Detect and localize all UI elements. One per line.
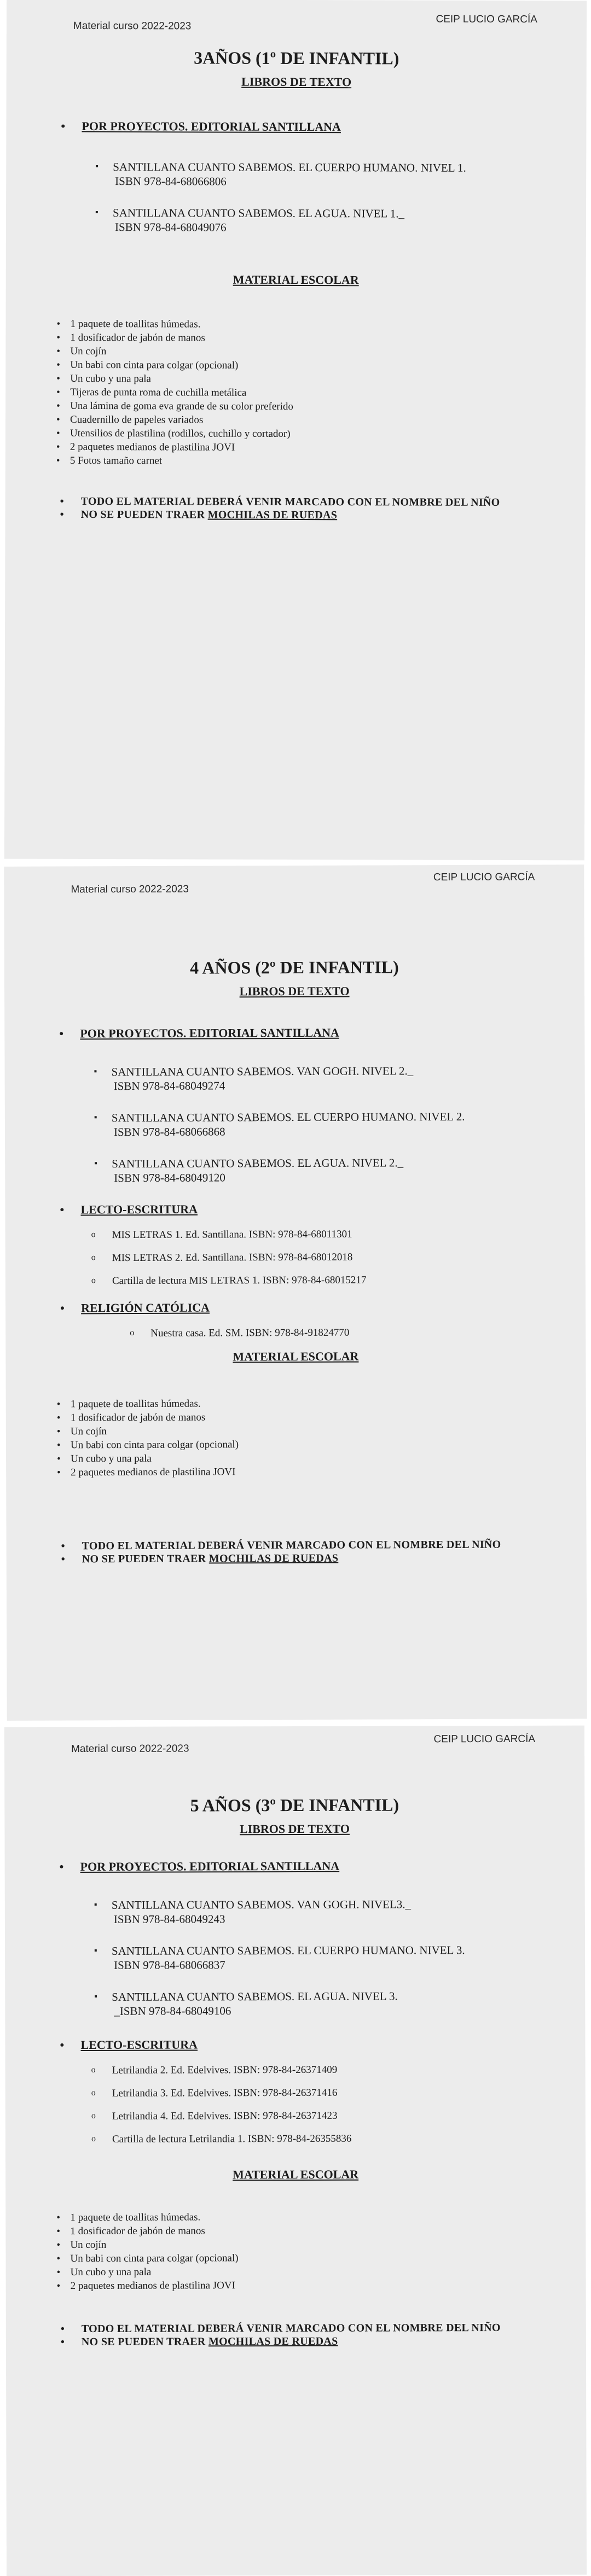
material-heading: MATERIAL ESCOLAR <box>233 1349 359 1364</box>
course-label: Material curso 2022-2023 <box>71 883 189 896</box>
school-name: CEIP LUCIO GARCÍA <box>433 1733 536 1745</box>
supply-item: • 2 paquetes medianos de plastilina JOVI <box>70 440 553 455</box>
school-name: CEIP LUCIO GARCÍA <box>433 871 535 884</box>
book-item: ▪ SANTILLANA CUANTO SABEMOS. VAN GOGH. NIVEL 2._ ISBN 978-84-68049274 <box>112 1063 552 1093</box>
lecto-item: o MIS LETRAS 1. Ed. Santillana. ISBN: 978-84-68011301 <box>112 1227 553 1242</box>
supply-item: • 2 paquetes medianos de plastilina JOVI <box>71 1464 553 1479</box>
page-title: 3AÑOS (1º DE INFANTIL) <box>194 48 399 68</box>
supply-item: • Una lámina de goma eva grande de su color preferido <box>70 399 553 414</box>
lecto-heading: • LECTO-ESCRITURA <box>60 2037 552 2052</box>
lecto-item: o MIS LETRAS 2. Ed. Santillana. ISBN: 978-84-68012018 <box>112 1250 553 1265</box>
school-name: CEIP LUCIO GARCÍA <box>436 13 537 26</box>
lecto-item: o Letrilandia 4. Ed. Edelvives. ISBN: 978-84-26371423 <box>112 2109 553 2123</box>
page-header <box>37 864 551 896</box>
supply-item: • Cuadernillo de papeles variados <box>70 413 553 428</box>
lecto-item: o Letrilandia 3. Ed. Edelvives. ISBN: 978-84-26371416 <box>112 2086 553 2100</box>
supplies-list <box>38 2210 553 2293</box>
religion-item: o Nuestra casa. Ed. SM. ISBN: 978-84-91824770 <box>150 1325 553 1340</box>
notes-list <box>39 1538 554 1566</box>
supply-item: • Tijeras de punta roma de cuchilla metálica <box>70 385 553 400</box>
supply-item: • 1 paquete de toallitas húmedas. <box>70 317 553 332</box>
page-header <box>39 0 554 39</box>
note-no-wheels: • NO SE PUEDEN TRAER MOCHILAS DE RUEDAS <box>60 508 553 522</box>
book-item: ▪ SANTILLANA CUANTO SABEMOS. EL AGUA. NIVEL 2._ ISBN 978-84-68049120 <box>112 1155 552 1185</box>
lecto-list <box>38 1227 553 1288</box>
supply-item: • Un cojín <box>70 344 553 359</box>
religion-heading: • RELIGIÓN CATÓLICA <box>60 1299 553 1315</box>
supply-item: • Utensilios de plastilina (rodillos, cuchillo y cortador) <box>70 427 553 441</box>
supply-item: • 5 Fotos tamaño carnet <box>70 454 553 469</box>
book-item: ▪ SANTILLANA CUANTO SABEMOS. EL CUERPO HUMANO. NIVEL 1. ISBN 978-84-68066806 <box>113 160 553 189</box>
page-title: 4 AÑOS (2º DE INFANTIL) <box>190 957 399 978</box>
lecto-item: o Letrilandia 2. Ed. Edelvives. ISBN: 978-84-26371409 <box>112 2063 553 2077</box>
note-marked: • TODO EL MATERIAL DEBERÁ VENIR MARCADO CON EL NOMBRE DEL NIÑO <box>60 495 553 509</box>
supply-item: • 2 paquetes medianos de plastilina JOVI <box>71 2278 553 2293</box>
project-heading: • POR PROYECTOS. EDITORIAL SANTILLANA <box>61 119 553 135</box>
lecto-item: o Cartilla de lectura Letrilandia 1. ISBN: 978-84-26355836 <box>112 2132 553 2146</box>
religion-list <box>38 1325 553 1340</box>
book-item: ▪ SANTILLANA CUANTO SABEMOS. EL CUERPO HUMANO. NIVEL 3. ISBN 978-84-68066837 <box>112 1943 552 1972</box>
supply-item: • 1 paquete de toallitas húmedas. <box>70 2210 553 2224</box>
page-title: 5 AÑOS (3º DE INFANTIL) <box>190 1795 399 1815</box>
course-label: Material curso 2022-2023 <box>73 20 192 32</box>
document-page-5-anos <box>4 1726 587 2576</box>
document-page-4-anos <box>4 864 587 1721</box>
book-list <box>38 1897 553 2018</box>
textbooks-heading: LIBROS DE TEXTO <box>241 74 352 89</box>
lecto-heading: • LECTO-ESCRITURA <box>60 1201 552 1217</box>
material-heading: MATERIAL ESCOLAR <box>233 2167 359 2182</box>
notes-list <box>39 2321 553 2349</box>
project-heading: • POR PROYECTOS. EDITORIAL SANTILLANA <box>59 1025 552 1041</box>
book-item: ▪ SANTILLANA CUANTO SABEMOS. EL AGUA. NIVEL 1._ ISBN 978-84-68049076 <box>113 206 553 235</box>
supply-item: • 1 dosificador de jabón de manos <box>70 331 553 346</box>
textbooks-heading: LIBROS DE TEXTO <box>239 984 350 998</box>
supply-item: • Un cojín <box>71 1423 553 1438</box>
page-header <box>37 1726 552 1754</box>
book-item: ▪ SANTILLANA CUANTO SABEMOS. EL AGUA. NIVEL 3. _ISBN 978-84-68049106 <box>112 1989 552 2018</box>
course-label: Material curso 2022-2023 <box>71 1743 189 1755</box>
book-item: ▪ SANTILLANA CUANTO SABEMOS. VAN GOGH. NIVEL3._ ISBN 978-84-68049243 <box>112 1897 552 1926</box>
lecto-item: o Cartilla de lectura MIS LETRAS 1. ISBN: 978-84-68015217 <box>112 1273 553 1288</box>
note-no-wheels: • NO SE PUEDEN TRAER MOCHILAS DE RUEDAS <box>61 1551 554 1566</box>
supply-item: • 1 dosificador de jabón de manos <box>70 2223 553 2238</box>
supply-item: • Un babi con cinta para colgar (opcional) <box>70 358 553 373</box>
supply-item: • 1 dosificador de jabón de manos <box>71 1409 553 1424</box>
supply-item: • Un cubo y una pala <box>71 2264 553 2279</box>
supply-item: • Un cubo y una pala <box>70 372 553 387</box>
book-list <box>38 1063 553 1185</box>
note-marked: • TODO EL MATERIAL DEBERÁ VENIR MARCADO CON EL NOMBRE DEL NIÑO <box>61 1538 554 1552</box>
supply-item: • Un babi con cinta para colgar (opcional) <box>71 1436 553 1452</box>
lecto-list <box>38 2063 553 2146</box>
project-heading: • POR PROYECTOS. EDITORIAL SANTILLANA <box>60 1859 552 1874</box>
supply-item: • Un babi con cinta para colgar (opcional) <box>70 2251 553 2265</box>
note-marked: • TODO EL MATERIAL DEBERÁ VENIR MARCADO CON EL NOMBRE DEL NIÑO <box>61 2321 553 2335</box>
book-item: ▪ SANTILLANA CUANTO SABEMOS. EL CUERPO HUMANO. NIVEL 2. ISBN 978-84-68066868 <box>112 1109 552 1139</box>
supply-item: • Un cojín <box>70 2237 553 2252</box>
note-no-wheels: • NO SE PUEDEN TRAER MOCHILAS DE RUEDAS <box>61 2334 553 2349</box>
notes-list <box>38 495 553 522</box>
document-page-3-anos <box>4 0 587 860</box>
supplies-list <box>38 317 553 469</box>
material-heading: MATERIAL ESCOLAR <box>233 272 359 287</box>
textbooks-heading: LIBROS DE TEXTO <box>239 1821 350 1836</box>
supply-item: • 1 paquete de toallitas húmedas. <box>71 1395 553 1411</box>
book-list <box>39 160 553 235</box>
supply-item: • Un cubo y una pala <box>71 1450 553 1465</box>
supplies-list <box>39 1395 554 1479</box>
